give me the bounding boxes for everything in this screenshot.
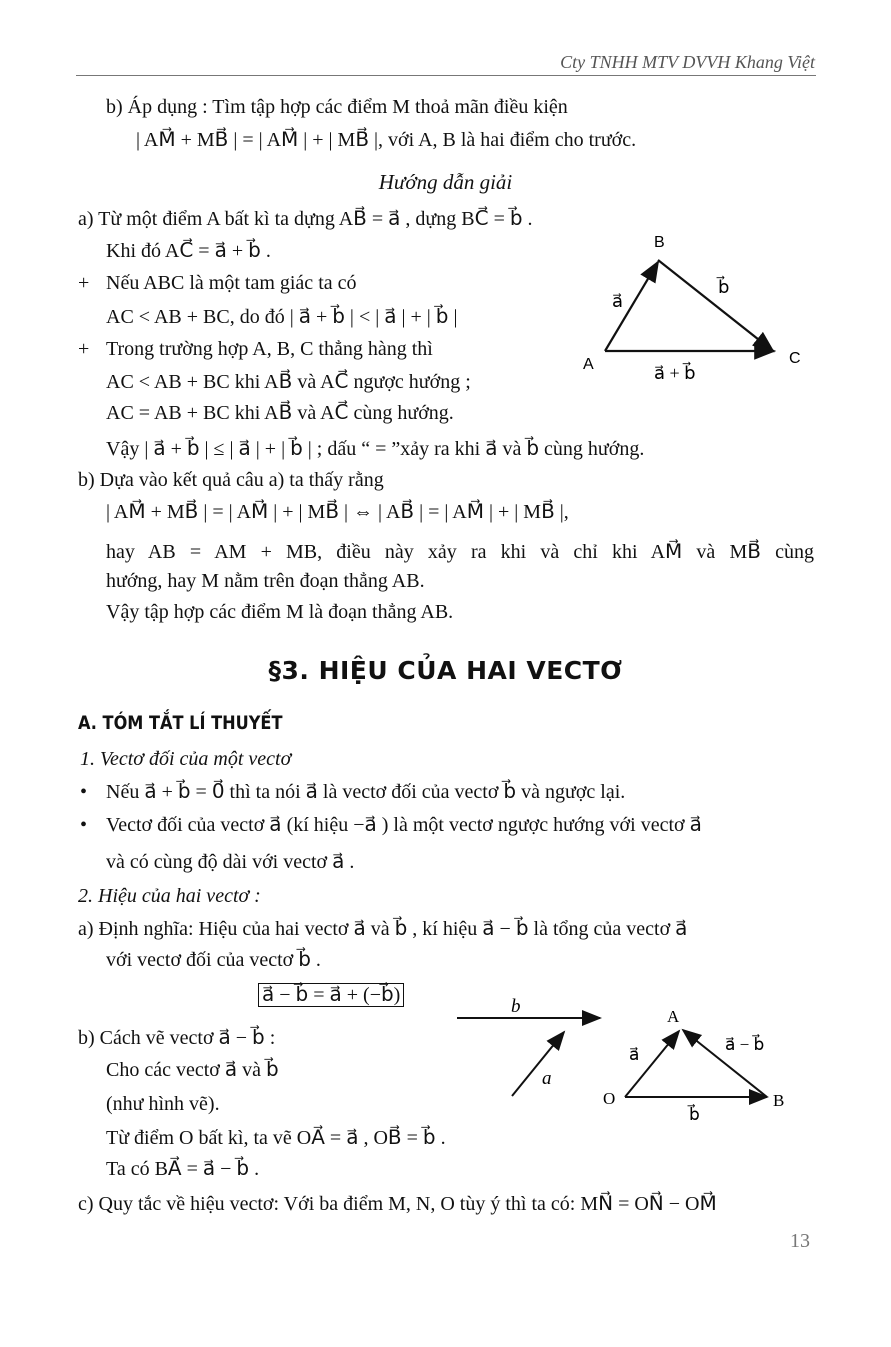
plus-marker: +: [78, 338, 90, 360]
bullet-marker: •: [80, 814, 88, 836]
solution-a-collinear-case: Trong trường hợp A, B, C thẳng hàng thì: [106, 338, 433, 360]
solution-a-line2: Khi đó AC⃗ = a⃗ + b⃗ .: [106, 240, 271, 262]
plus-marker: +: [78, 272, 90, 294]
vector-sum-label: a⃗ + b⃗: [654, 363, 696, 383]
vector-a-label: a⃗: [629, 1045, 640, 1064]
solution-heading: Hướng dẫn giải: [378, 170, 513, 194]
vector-b-arrow: [658, 260, 773, 351]
difference-formula-box: a⃗ − b⃗ = a⃗ + (−b⃗): [258, 983, 404, 1007]
draw-method-title: b) Cách vẽ vectơ a⃗ − b⃗ :: [78, 1027, 276, 1049]
vector-b-label: b⃗: [689, 1105, 700, 1124]
draw-method-figure-note: (như hình vẽ).: [106, 1093, 220, 1115]
draw-method-construct: Từ điểm O bất kì, ta vẽ OA⃗ = a⃗ , OB⃗ = b⃗ .: [106, 1127, 446, 1149]
exercise-b-prompt: b) Áp dụng : Tìm tập hợp các điểm M thoả mãn điều kiện: [106, 96, 568, 118]
triangle-vector-sum-figure: [570, 225, 820, 390]
draw-method-result: Ta có BA⃗ = a⃗ − b⃗ .: [106, 1158, 260, 1180]
difference-rule: c) Quy tắc về hiệu vectơ: Với ba điểm M, N, O tùy ý thì ta có: MN⃗ = ON⃗ − OM⃗: [78, 1193, 717, 1215]
solution-a-same: AC = AB + BC khi AB⃗ và AC⃗ cùng hướng.: [106, 402, 454, 424]
point-b-label: B: [654, 234, 665, 251]
bullet-opposite-vector-length: và có cùng độ dài với vectơ a⃗ .: [106, 851, 355, 873]
solution-a-opposite: AC < AB + BC khi AB⃗ và AC⃗ ngược hướng ;: [106, 371, 471, 393]
solution-a-line1: a) Từ một điểm A bất kì ta dựng AB⃗ = a⃗ , dựng BC⃗ = b⃗ .: [78, 208, 533, 230]
bullet-marker: •: [80, 781, 88, 803]
point-c-label: C: [789, 350, 801, 367]
item1-title: 1. Vectơ đối của một vectơ: [80, 748, 292, 770]
point-o-label: O: [603, 1089, 616, 1108]
point-b-label: B: [773, 1091, 785, 1110]
free-vector-b-label: b⃗: [511, 996, 536, 1017]
draw-method-given: Cho các vectơ a⃗ và b⃗: [106, 1059, 279, 1081]
bullet-opposite-vector-def: Nếu a⃗ + b⃗ = 0⃗ thì ta nói a⃗ là vectơ đối của vectơ b⃗ và ngược lại.: [106, 781, 626, 803]
solution-a-conclusion: Vậy | a⃗ + b⃗ | ≤ | a⃗ | + | b⃗ | ; dấu “ = ”xảy ra khi a⃗ và b⃗ cùng hướng.: [106, 438, 645, 460]
difference-definition-line1: a) Định nghĩa: Hiệu của hai vectơ a⃗ và b⃗ , kí hiệu a⃗ − b⃗ là tổng của vectơ a⃗: [78, 918, 688, 940]
point-a-label: A: [583, 356, 594, 373]
solution-a-triangle-case: Nếu ABC là một tam giác ta có: [106, 272, 357, 294]
solution-b-line1: b) Dựa vào kết quả câu a) ta thấy rằng: [78, 469, 384, 491]
free-vector-a-label: a⃗: [542, 1068, 567, 1089]
solution-b-conclusion: Vậy tập hợp các điểm M là đoạn thẳng AB.: [106, 601, 454, 623]
vector-difference-figure: [445, 988, 820, 1128]
solution-b-line4: hướng, hay M nằm trên đoạn thẳng AB.: [106, 570, 425, 592]
section-title: §3. HIỆU CỦA HAI VECTƠ: [268, 656, 623, 685]
difference-definition-line2: với vectơ đối của vectơ b⃗ .: [106, 949, 321, 971]
header-divider: [76, 75, 816, 76]
solution-a-inequality: AC < AB + BC, do đó | a⃗ + b⃗ | < | a⃗ | + | b⃗ |: [106, 306, 458, 328]
solution-b-line3: hay AB = AM + MB, điều này xảy ra khi và chỉ khi AM⃗ và MB⃗ cùng: [106, 541, 814, 563]
page-number: 13: [790, 1230, 810, 1252]
exercise-b-condition: | AM⃗ + MB⃗ | = | AM⃗ | + | MB⃗ |, với A, B là hai điểm cho trước.: [136, 129, 637, 151]
item2-title: 2. Hiệu của hai vectơ :: [78, 885, 261, 907]
bullet-opposite-vector-notation: Vectơ đối của vectơ a⃗ (kí hiệu −a⃗ ) là một vectơ ngược hướng với vectơ a⃗: [106, 814, 702, 836]
vector-a-label: a⃗: [612, 291, 624, 311]
vector-oa-arrow: [625, 1031, 679, 1097]
solution-b-equivalence: | AM⃗ + MB⃗ | = | AM⃗ | + | MB⃗ | ⇔ | AB⃗ | = | AM⃗ | + | MB⃗ |,: [106, 501, 569, 523]
page-header-publisher: Cty TNHH MTV DVVH Khang Việt: [560, 52, 815, 72]
subsection-title: A. TÓM TẮT LÍ THUYẾT: [78, 712, 283, 734]
vector-b-label: b⃗: [718, 277, 730, 297]
vector-difference-label: a⃗ − b⃗: [725, 1035, 765, 1054]
point-a-label: A: [667, 1007, 680, 1026]
